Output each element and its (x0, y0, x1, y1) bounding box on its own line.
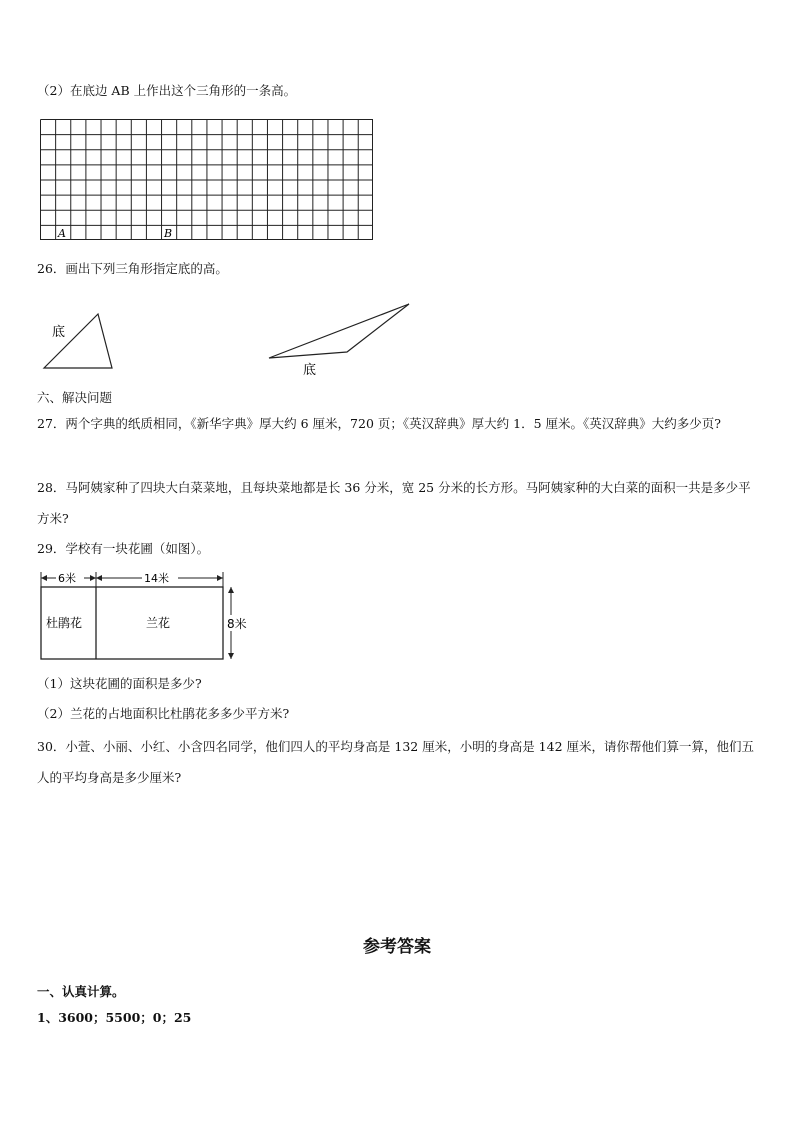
dimension-8m: 8米 (227, 617, 247, 631)
grid-figure (40, 119, 374, 241)
answers-title: 参考答案 (363, 937, 431, 957)
triangle-2-base-label: 底 (303, 363, 317, 378)
answers-section-1: 一、认真计算。 (37, 984, 125, 999)
question-28: 28．马阿姨家种了四块大白菜菜地，且每块菜地都是长 36 分米，宽 25 分米的长方形。马阿姨家种的大白菜的面积一共是多少平方米? (37, 480, 751, 526)
question-30: 30．小萱、小丽、小红、小含四名同学，他们四人的平均身高是 132 厘米，小明的身高是 142 厘米，请你帮他们算一算，他们五人的平均身高是多少厘米? (37, 739, 755, 785)
triangle-2 (265, 300, 415, 378)
grid-label-b: B (164, 227, 173, 240)
question-26: 26．画出下列三角形指定底的高。 (37, 261, 228, 276)
region-azalea: 杜鹃花 (46, 616, 83, 630)
section-6-heading: 六、解决问题 (37, 390, 113, 405)
garden-figure (38, 569, 258, 664)
dimension-14m: 14米 (144, 572, 169, 585)
triangle-1-base-label: 底 (52, 325, 66, 340)
region-orchid: 兰花 (146, 616, 171, 630)
dimension-6m: 6米 (58, 572, 76, 585)
question-25-part2: （2）在底边 AB 上作出这个三角形的一条高。 (37, 83, 297, 98)
question-29-part2: （2）兰花的占地面积比杜鹃花多多少平方米? (37, 706, 290, 721)
answer-item-1: 1、3600；5500；0；25 (37, 1010, 192, 1025)
triangle-1 (40, 310, 120, 370)
grid-label-a: A (58, 227, 66, 240)
question-27: 27．两个字典的纸质相同，《新华字典》厚大约 6 厘米，720 页；《英汉辞典》厚大约 1．5 厘米。《英汉辞典》大约多少页? (37, 416, 721, 431)
question-29: 29．学校有一块花圃（如图）。 (37, 541, 210, 556)
question-29-part1: （1）这块花圃的面积是多少? (37, 676, 202, 691)
